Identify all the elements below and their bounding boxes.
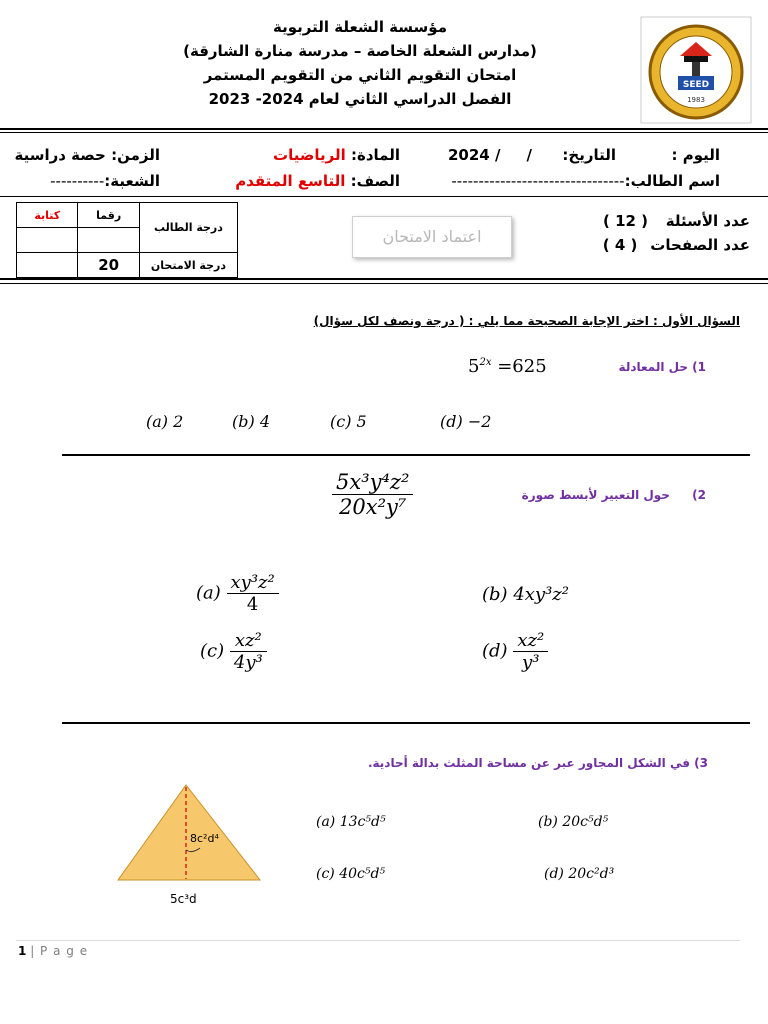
q2-a-denominator: 4	[227, 593, 279, 615]
header-divider	[0, 128, 768, 133]
q1-divider	[62, 454, 750, 456]
grades-table	[16, 202, 238, 278]
student-name-field[interactable]	[451, 172, 720, 190]
q3-option-a[interactable]: (a) 13c⁵d⁵	[316, 814, 386, 830]
q2-d-numerator: xz²	[517, 630, 545, 651]
q2-c-label: (c)	[200, 640, 225, 662]
date-value: 2024 / /	[448, 146, 533, 164]
exam-written-cell	[17, 253, 78, 278]
q2-option-a[interactable]	[196, 572, 279, 615]
q2-expression	[332, 470, 413, 519]
footer-divider	[16, 940, 740, 941]
q1-number: 1)	[692, 360, 706, 374]
questions-count-row	[591, 212, 750, 230]
col-numeric-header: رقما	[78, 203, 139, 228]
pages-count-row	[595, 236, 750, 254]
class-label: الصف:	[350, 172, 400, 190]
page-word: | P a g e	[30, 944, 89, 958]
q2-expr-denominator: 20x²y⁷	[332, 494, 413, 519]
section-divider	[0, 278, 768, 280]
subject-value: الرياضيات	[273, 146, 346, 164]
section-divider-2	[0, 283, 768, 284]
q2-expr-numerator: 5x³y⁴z²	[336, 470, 410, 494]
q2-d-label: (d)	[482, 640, 508, 662]
institution-name: مؤسسة الشعلة التربوية	[273, 18, 447, 36]
section-blank: ----------	[50, 172, 105, 190]
subject-label: المادة:	[350, 146, 400, 164]
q2-d-denominator: y³	[513, 651, 548, 673]
q2-a-numerator: xy³z²	[230, 572, 275, 593]
row-student-label: درجة الطالب	[139, 203, 237, 253]
q1-exponent: 2x	[479, 357, 492, 368]
date-label: التاريخ:	[562, 146, 616, 164]
q1-prompt-text: حل المعادلة	[618, 360, 688, 374]
q2-number: 2)	[692, 488, 706, 502]
q2-divider	[62, 722, 750, 724]
class-field	[235, 172, 400, 190]
triangle-shape	[118, 785, 260, 880]
page-footer	[18, 944, 88, 958]
section-field[interactable]	[50, 172, 160, 190]
student-name-blank: --------------------------------	[451, 172, 625, 190]
col-written-header: كتابة	[17, 203, 78, 228]
row-exam-label: درجة الامتحان	[139, 253, 237, 278]
time-label: الزمن:	[111, 146, 160, 164]
exam-title: امتحان التقويم الثاني من التقويم المستمر	[203, 66, 517, 84]
day-label: اليوم :	[671, 146, 720, 164]
student-written-cell[interactable]	[17, 228, 78, 253]
q1-option-b[interactable]: (b) 4	[232, 412, 270, 431]
exam-total-value: 20	[78, 253, 139, 278]
logo-text: SEED	[682, 80, 710, 90]
q2-prompt-text: حول التعبير لأبسط صورة	[521, 488, 670, 502]
triangle-base-label: 5c³d	[170, 892, 197, 906]
q2-option-c[interactable]	[200, 630, 267, 673]
q2-b-label: (b)	[482, 584, 508, 605]
q1-option-d[interactable]: (d) −2	[440, 412, 492, 431]
pages-count-label: عدد الصفحات	[650, 236, 750, 254]
q3-prompt	[368, 756, 708, 770]
q2-prompt	[522, 488, 706, 502]
q1-equation	[468, 356, 547, 377]
pages-count-value: ( 4 )	[602, 236, 638, 254]
q1-option-c[interactable]: (c) 5	[330, 412, 367, 431]
q2-c-numerator: xz²	[234, 630, 262, 651]
student-name-label: اسم الطالب:	[624, 172, 720, 190]
q3-option-d[interactable]: (d) 20c²d³	[544, 866, 615, 882]
q2-b-value: 4xy³z²	[513, 584, 569, 605]
triangle-height-label: 8c²d⁴	[190, 832, 219, 845]
q3-number: 3)	[694, 756, 708, 770]
subject-field	[273, 146, 400, 164]
time-field	[15, 146, 160, 164]
student-numeric-cell[interactable]	[78, 228, 139, 253]
term-title: الفصل الدراسي الثاني لعام 2024- 2023	[208, 90, 512, 108]
q2-c-denominator: 4y³	[230, 651, 267, 673]
q2-option-d[interactable]	[482, 630, 548, 673]
info-divider	[0, 196, 768, 197]
approval-stamp: اعتماد الامتحان	[352, 216, 512, 258]
logo-year: 1983	[687, 96, 705, 104]
q2-option-b[interactable]	[482, 584, 569, 605]
class-value: التاسع المتقدم	[235, 172, 346, 190]
q1-rhs: =625	[497, 356, 547, 377]
time-value: حصة دراسية	[14, 146, 106, 164]
q2-a-label: (a)	[196, 582, 221, 604]
page-number: 1	[18, 944, 27, 958]
q3-option-b[interactable]: (b) 20c⁵d⁵	[538, 814, 609, 830]
section-label: الشعبة:	[104, 172, 160, 190]
q1-prompt	[619, 360, 706, 374]
section1-title: السؤال الأول : اختر الإجابة الصحيحة مما يلي : ( درجة ونصف لكل سؤال)	[313, 314, 740, 328]
q1-base: 5	[468, 356, 480, 377]
schools-name: (مدارس الشعلة الخاصة – مدرسة منارة الشارقة)	[183, 42, 537, 60]
q3-prompt-text: في الشكل المجاور عبر عن مساحة المثلث بدالة أحادية.	[367, 756, 690, 770]
q1-option-a[interactable]: (a) 2	[146, 412, 184, 431]
questions-count-value: ( 12 )	[603, 212, 649, 230]
questions-count-label: عدد الأسئلة	[665, 212, 750, 230]
q3-option-c[interactable]: (c) 40c⁵d⁵	[316, 866, 386, 882]
